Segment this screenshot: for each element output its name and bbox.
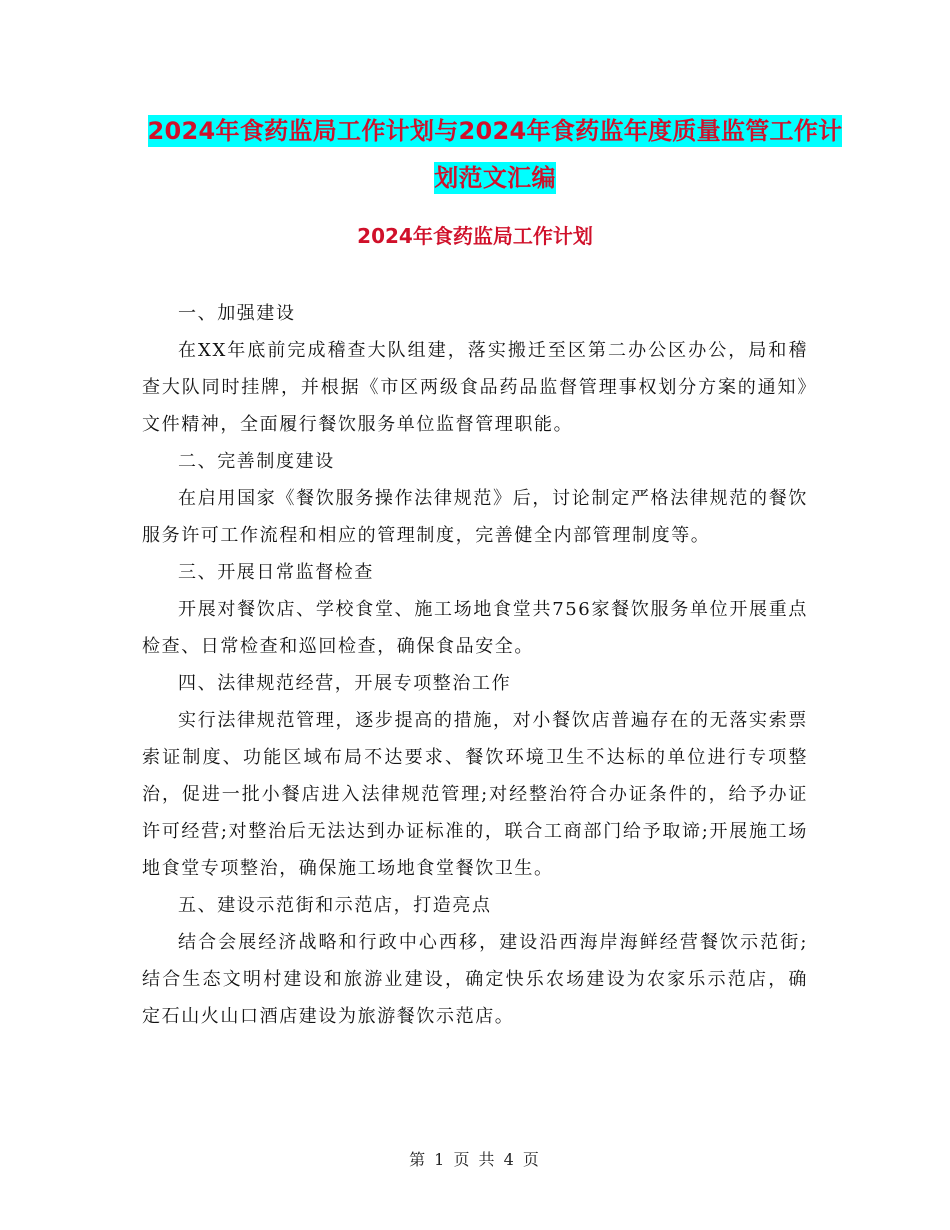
paragraph-system: 在启用国家《餐饮服务操作法律规范》后，讨论制定严格法律规范的餐饮服务许可工作流程和相应的管理制度，完善健全内部管理制度等。 xyxy=(142,488,808,546)
page-footer: 第 1 页 共 4 页 xyxy=(409,1150,541,1169)
paragraph-rectification: 实行法律规范管理，逐步提高的措施，对小餐饮店普遍存在的无落实索票索证制度、功能区域布局不达要求、餐饮环境卫生不达标的单位进行专项整治，促进一批小餐店进入法律规范管理;对经整治符合办证条件的，给予办证许可经营;对整治后无法达到办证标准的，联合工商部门给予取谛;开展施工场地食堂专项整治，确保施工场地食堂餐饮卫生。 xyxy=(142,710,808,879)
heading-demonstration: 五、建设示范街和示范店，打造亮点 xyxy=(178,895,492,916)
document-title-text: 2024年食药监局工作计划与2024年食药监年度质量监管工作计划范文汇编 xyxy=(147,117,843,192)
paragraph-construction: 在XX年底前完成稽查大队组建，落实搬迁至区第二办公区办公，局和稽查大队同时挂牌，并根据《市区两级食品药品监督管理事权划分方案的通知》文件精神，全面履行餐饮服务单位监督管理职能。 xyxy=(142,340,808,435)
section-title: 2024年食药监局工作计划 xyxy=(357,224,593,248)
document-body xyxy=(142,295,808,1035)
heading-special-rectification: 四、法律规范经营，开展专项整治工作 xyxy=(178,673,512,694)
heading-improve-system: 二、完善制度建设 xyxy=(178,451,335,472)
paragraph-inspection: 开展对餐饮店、学校食堂、施工场地食堂共756家餐饮服务单位开展重点检查、日常检查和巡回检查，确保食品安全。 xyxy=(142,599,808,657)
heading-strengthen-construction: 一、加强建设 xyxy=(178,303,296,324)
document-title xyxy=(140,108,850,202)
paragraph-demonstration: 结合会展经济战略和行政中心西移，建设沿西海岸海鲜经营餐饮示范街;结合生态文明村建设和旅游业建设，确定快乐农场建设为农家乐示范店，确定石山火山口酒店建设为旅游餐饮示范店。 xyxy=(142,932,808,1027)
heading-daily-inspection: 三、开展日常监督检查 xyxy=(178,562,374,583)
